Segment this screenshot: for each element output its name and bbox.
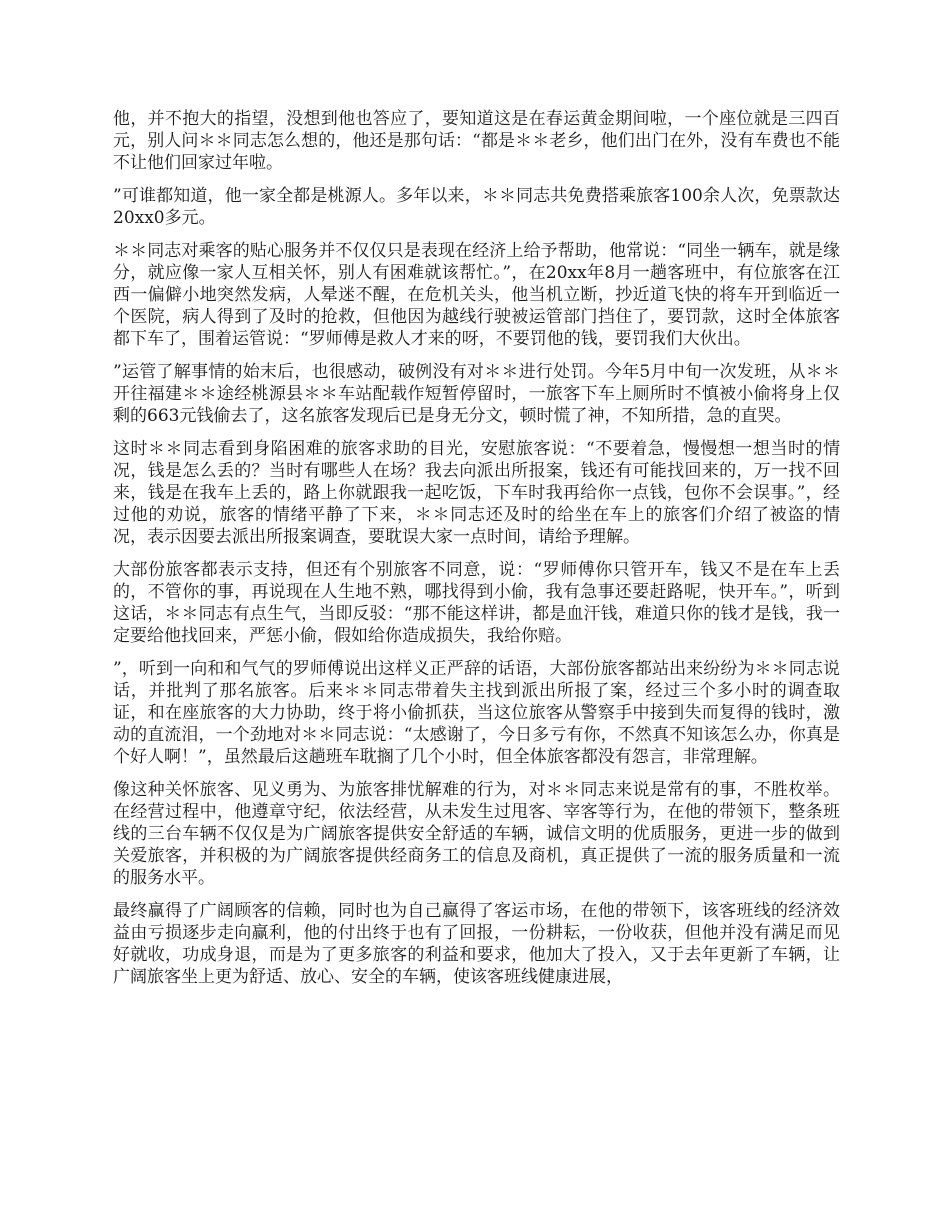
paragraph: ”，听到一向和和气气的罗师傅说出这样义正严辞的话语，大部份旅客都站出来纷纷为＊＊同志说话，并批判了那名旅客。后来＊＊同志带着失主找到派出所报了案，经过三个多小时的调查取证，和在座旅客的大力协助，终于将小偷抓获，当这位旅客从警察手中接到失而复得的钱时，激动的直流泪，一个劲地对＊＊同志说：“太感谢了，今日多亏有你，不然真不知该怎么办，你真是个好人啊！”，虽然最后这趟班车耽搁了几个小时，但全体旅客都没有怨言，非常理解。 bbox=[113, 659, 840, 767]
paragraph: ”可谁都知道，他一家全都是桃源人。多年以来，＊＊同志共免费搭乘旅客100余人次，免票款达20xx0多元。 bbox=[113, 186, 840, 228]
paragraph: 大部份旅客都表示支持，但还有个别旅客不同意，说：“罗师傅你只管开车，钱又不是在车上丢的，不管你的事，再说现在人生地不熟，哪找得到小偷，我有急事还要赶路呢，快开车。”，听到这话，＊＊同志有点生气，当即反驳：“那不能这样讲，都是血汗钱，难道只你的钱才是钱，我一定要给他找回来，严惩小偷，假如给你造成损失，我给你赔。 bbox=[113, 560, 840, 646]
paragraph: ＊＊同志对乘客的贴心服务并不仅仅只是表现在经济上给予帮助，他常说：“同坐一辆车，就是缘分，就应像一家人互相关怀，别人有困难就该帮忙。”，在20xx年8月一趟客班中，有位旅客在江西一偏僻小地突然发病，人晕迷不醒，在危机关头，他当机立断，抄近道飞快的将车开到临近一个医院，病人得到了及时的抢救，但他因为越线行驶被运管部门挡住了，要罚款，这时全体旅客都下车了，围着运管说：“罗师傅是救人才来的呀，不要罚他的钱，要罚我们大伙出。 bbox=[113, 241, 840, 349]
document-body bbox=[113, 108, 840, 999]
paragraph: 他，并不抱大的指望，没想到他也答应了，要知道这是在春运黄金期间啦，一个座位就是三四百元，别人问＊＊同志怎么想的，他还是那句话：“都是＊＊老乡，他们出门在外，没有车费也不能不让他们回家过年啦。 bbox=[113, 109, 840, 173]
paragraph: 最终赢得了广阔顾客的信赖，同时也为自己赢得了客运市场，在他的带领下，该客班线的经济效益由亏损逐步走向赢利，他的付出终于也有了回报，一份耕耘，一份收获，但他并没有满足而见好就收，功成身退，而是为了更多旅客的利益和要求，他加大了投入，又于去年更新了车辆，让广阔旅客坐上更为舒适、放心、安全的车辆，使该客班线健康进展， bbox=[113, 901, 840, 987]
paragraph: ”运管了解事情的始末后，也很感动，破例没有对＊＊进行处罚。今年5月中旬一次发班，从＊＊开往福建＊＊途经桃源县＊＊车站配载作短暂停留时，一旅客下车上厕所时不慎被小偷将身上仅剩的663元钱偷去了，这名旅客发现后已是身无分文，顿时慌了神，不知所措，急的直哭。 bbox=[113, 362, 840, 426]
paragraph: 这时＊＊同志看到身陷困难的旅客求助的目光，安慰旅客说：“不要着急，慢慢想一想当时的情况，钱是怎么丢的？当时有哪些人在场？我去向派出所报案，钱还有可能找回来的，万一找不回来，钱是在我车上丢的，路上你就跟我一起吃饭，下车时我再给你一点钱，包你不会误事。”，经过他的劝说，旅客的情绪平静了下来，＊＊同志还及时的给坐在车上的旅客们介绍了被盗的情况，表示因要去派出所报案调查，要耽误大家一点时间，请给予理解。 bbox=[113, 439, 840, 547]
paragraph: 像这种关怀旅客、见义勇为、为旅客排忧解难的行为，对＊＊同志来说是常有的事，不胜枚举。在经营过程中，他遵章守纪，依法经营，从未发生过甩客、宰客等行为，在他的带领下，整条班线的三台车辆不仅仅是为广阔旅客提供安全舒适的车辆，诚信文明的优质服务，更进一步的做到关爱旅客，并积极的为广阔旅客提供经商务工的信息及商机，真正提供了一流的服务质量和一流的服务水平。 bbox=[113, 780, 840, 888]
